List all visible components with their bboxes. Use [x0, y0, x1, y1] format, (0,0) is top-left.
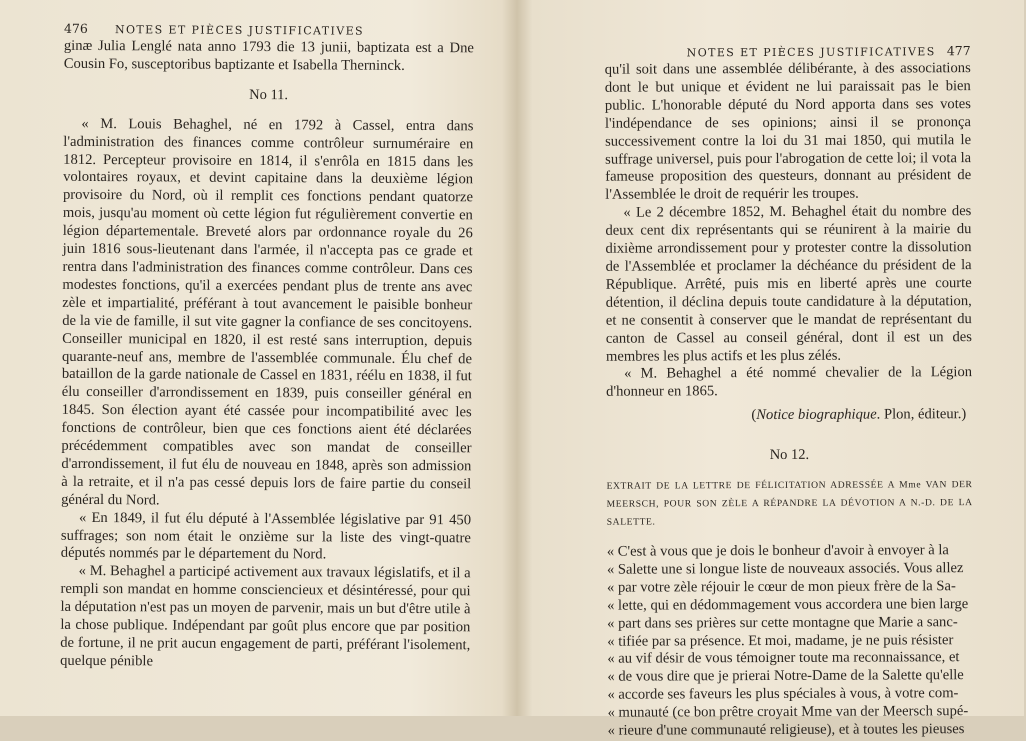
letter-line: « C'est à vous que je dois le bonheur d'avoir à envoyer à la — [606, 542, 949, 560]
letter-line: « de vous dire que je prierai Notre-Dame de la Salette qu'elle — [607, 667, 964, 686]
paragraph: « M. Behaghel a participé activement aux travaux législatifs, et il a rempli son mandat en homme consciencieux et désintéressé, pour qui la députation n'est pas un moyen de parvenir, mais un but d'être utile à la chose publique. Indépendant par goût plus encore que par position de fortune, il ne prit aucun engagement de parti, préférant l'isolement, quelque pénible — [60, 563, 471, 670]
paragraph: « En 1849, il fut élu député à l'Assemblée législative par 91 450 suffrages; son nom était le onzième sur la liste des vingt-quatre députés nommés par le département du Nord. — [60, 509, 472, 563]
paragraph: « M. Behaghel a été nommé chevalier de la Légion d'honneur en 1865. — [606, 364, 973, 401]
letter-quote — [607, 542, 974, 741]
left-header-title: NOTES ET PIÈCES JUSTIFICATIVES — [114, 23, 365, 38]
letter-line: « part dans ses prières sur cette montagne que Marie a sanc- — [607, 613, 958, 632]
right-page — [510, 0, 1025, 739]
right-running-head — [605, 43, 971, 60]
section-heading-12: No 12. — [769, 446, 810, 464]
left-body — [60, 38, 474, 673]
paragraph: « M. Louis Behaghel, né en 1792 à Cassel, entra dans l'administration des finances comme contrôleur surnuméraire en 1812. Percepteur provisoire en 1814, il s'enrôla en 1815 dans les volontaires royaux, et devint capitaine dans la deuxième légion provisoire du Nord, où il remplit ces fonctions pendant quatorze mois, jusqu'au moment où cette légion fut régulièrement convertie en légion départementale. Breveté alors par ordonnance royale du 26 juin 1816 sous-lieutenant dans l'armée, il n'accepta pas ce grade et rentra dans l'administration des finances comme contrôleur. Dans ces modestes fonctions, qu'il a exercées pendant plus de trente ans avec zèle et impartialité, préférant à tout avancement le paisible bonheur de la vie de famille, il sut vite gagner la confiance de ses concitoyens. Conseiller municipal en 1820, il est resté sans interruption, depuis quarante-neuf ans, membre de l'assemblée communale. Élu chef de bataillon de la garde nationale de Cassel en 1831, réélu en 1838, il fut élu conseiller d'arrondissement en 1839, puis conseiller général en 1845. Son élection ayant été cassée pour incompatibilité avec les fonctions de contrôleur, bien que ces fonctions aient été déclarées précédemment compatibles avec son mandat de conseiller d'arrondissement, il fut élu de nouveau en 1848, après son admission à la retraite, et il n'a pas cessé depuis lors de faire partie du conseil général du Nord. — [61, 115, 474, 509]
paragraph: qu'il soit dans une assemblée délibérante, à des associations dont le but unique et évident ne lui paraissait pas le bien public. L'honorable député du Nord apporta dans ses votes l'indépendance de ses opinions; ainsi il se prononça successivement contre la loi du 31 mai 1850, qui mutila le suffrage universel, puis pour l'abrogation de cette loi; il vota la fameuse proposition des questeurs, donnant au président de l'Assemblée le droit de requérir les troupes. — [604, 60, 972, 204]
left-page-number: 476 — [63, 20, 88, 36]
paragraph: « Le 2 décembre 1852, M. Behaghel était du nombre des deux cent dix représentants qui se réunirent à la mairie du dixième arrondissement pour y protester contre la dissolution de l'Assemblée et proclamer la déchéance du président de la République. Arrêté, puis mis en liberté après une courte détention, il déclina depuis toute candidature à la députation, et ne consentit à conserver que le mandat de représentant du canton de Cassel au conseil général, dont il est un des membres les plus actifs et les plus zélés. — [605, 203, 972, 365]
citation-open: ( — [751, 407, 757, 424]
letter-line: « au vif désir de vous témoigner toute ma reconnaissance, et — [607, 649, 960, 668]
letter-line: « Salette une si longue liste de nouveaux associés. Vous allez — [606, 560, 964, 578]
citation-title: Notice biographique — [756, 406, 877, 424]
continuation-text: ginæ Julia Lenglé nata anno 1793 die 13 junii, baptizata est a Dne Cousin Fo, susceptoribus baptizante et Isabella Therninck. — [63, 37, 474, 74]
left-running-head — [64, 21, 474, 39]
letter-line: « lette, qui en dédommagement vous accordera une bien large — [607, 595, 969, 614]
right-page-number: 477 — [946, 43, 971, 59]
letter-line: « par votre zèle réjouir le cœur de mon pieux frère de la Sa- — [606, 578, 956, 596]
citation-publisher: . Plon, éditeur.) — [876, 406, 967, 423]
right-header-title: NOTES ET PIÈCES JUSTIFICATIVES — [686, 45, 936, 60]
source-citation — [606, 406, 966, 425]
letter-line: « tifiée par sa présence. Et moi, madame, je ne puis résister — [607, 631, 954, 650]
letter-line: « rieure d'une communauté religieuse), et à toutes les pieuses — [607, 721, 965, 739]
letter-line: « munauté (ce bon prêtre croyait Mme van der Meersch supé- — [607, 703, 969, 721]
section-heading-11: No 11. — [249, 86, 289, 104]
right-body — [605, 60, 974, 741]
left-page — [0, 0, 514, 718]
letter-line: « accorde ses faveurs les plus spéciales à vous, à votre com- — [607, 685, 959, 703]
extract-heading: EXTRAIT DE LA LETTRE DE FÉLICITATION ADRESSÉE A Mme VAN DER MEERSCH, POUR SON ZÈLE A RÉPANDRE LA DÉVOTION A N.-D. DE LA SALETTE. — [606, 479, 973, 528]
